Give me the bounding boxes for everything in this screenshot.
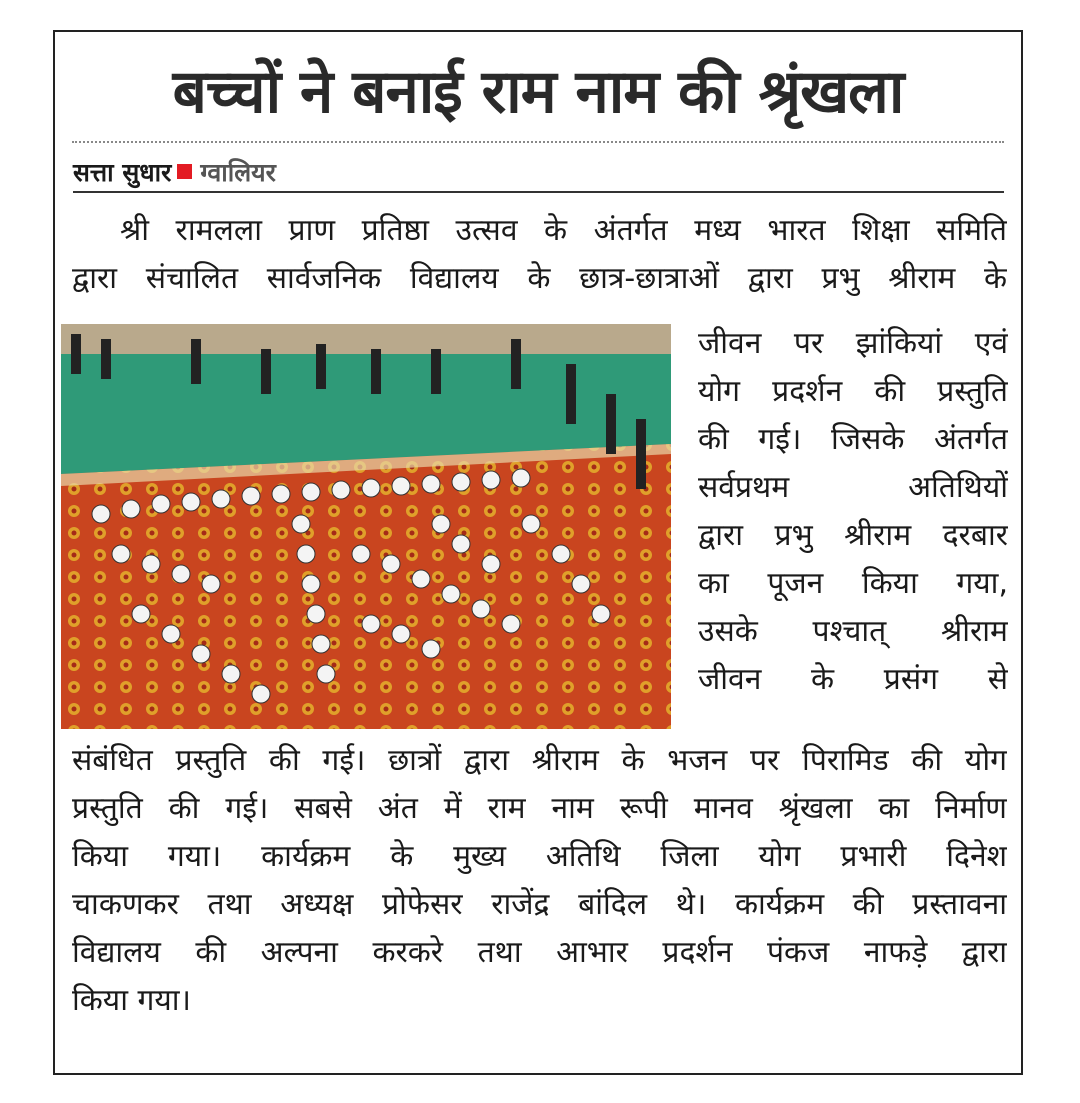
article-line: प्रस्तुति की गई। सबसे अंत में राम नाम रूपी मानव श्रृंखला का निर्माण [72, 791, 1007, 826]
dotted-divider [72, 141, 1004, 143]
students-photo [61, 324, 671, 729]
article-line: सर्वप्रथम अतिथियों [698, 470, 1008, 505]
article-line: की गई। जिसके अंतर्गत [698, 422, 1008, 457]
dateline [73, 156, 276, 190]
article-line: विद्यालय की अल्पना करकरे तथा आभार प्रदर्शन पंकज नाफड़े द्वारा [72, 935, 1007, 970]
article-line: योग प्रदर्शन की प्रस्तुति [698, 374, 1008, 409]
article-top [72, 207, 1007, 303]
article-line: का पूजन किया गया, [698, 566, 1008, 601]
article-line: संबंधित प्रस्तुति की गई। छात्रों द्वारा श्रीराम के भजन पर पिरामिड की योग [72, 743, 1007, 778]
article-line: किया गया। कार्यक्रम के मुख्य अतिथि जिला योग प्रभारी दिनेश [72, 839, 1007, 874]
red-square-bullet-icon [177, 164, 192, 179]
article-line: चाकणकर तथा अध्यक्ष प्रोफेसर राजेंद्र बांदिल थे। कार्यक्रम की प्रस्तावना [72, 887, 1007, 922]
article-line: जीवन के प्रसंग से [698, 662, 1008, 697]
article-line: उसके पश्चात् श्रीराम [698, 614, 1008, 649]
headline: बच्चों ने बनाई राम नाम की श्रृंखला [172, 57, 904, 127]
byline-rule [73, 191, 1004, 193]
article-line: किया गया। [72, 983, 191, 1018]
news-clipping [53, 30, 1023, 1075]
article-bottom [72, 737, 1007, 1025]
byline-city: ग्वालियर [200, 158, 276, 187]
article-side-column [698, 320, 1008, 704]
article-line: जीवन पर झांकियां एवं [698, 326, 1008, 361]
article-line: श्री रामलला प्राण प्रतिष्ठा उत्सव के अंतर्गत मध्य भारत शिक्षा समिति [120, 213, 1007, 248]
article-line: द्वारा प्रभु श्रीराम दरबार [698, 518, 1008, 553]
article-line: द्वारा संचालित सार्वजनिक विद्यालय के छात्र-छात्राओं द्वारा प्रभु श्रीराम के [72, 261, 1007, 296]
byline-author: सत्ता सुधार [73, 158, 172, 187]
